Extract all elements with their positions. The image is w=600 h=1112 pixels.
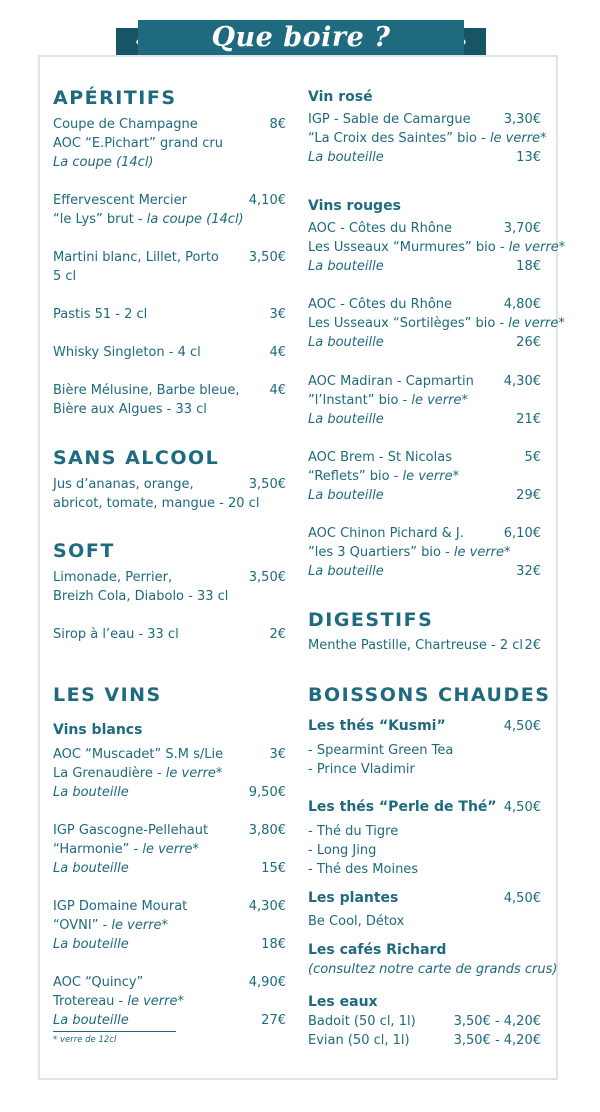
footnote: * verre de 12cl (53, 1035, 117, 1045)
wine-name: AOC “Quincy” (53, 975, 144, 990)
wine-bottle-price: 26€ (516, 335, 541, 350)
menu-item-name: Breizh Cola, Diabolo - 33 cl (53, 589, 229, 604)
wine-glass-price: 3,70€ (503, 221, 541, 236)
menu-item-name: Whisky Singleton - 4 cl (53, 345, 201, 360)
menu-item-price: 2€ (524, 638, 541, 653)
wine-name: AOC Chinon Pichard & J. (308, 526, 464, 541)
wine-producer: La Grenaudière - le verre* (53, 766, 223, 781)
wine-bottle-price: 15€ (261, 861, 286, 876)
aperitifs-heading: APÉRITIFS (53, 87, 177, 109)
wine-producer: “Harmonie” - le verre* (53, 842, 199, 857)
wine-bottle-price: 18€ (261, 937, 286, 952)
menu-item-name: 5 cl (53, 269, 77, 284)
menu-item-price: 4,50€ (503, 719, 541, 734)
perle-de-the-heading: Les thés “Perle de Thé” (308, 799, 497, 815)
menu-item-name: AOC “E.Pichart” grand cru (53, 136, 223, 151)
menu-item-name: Jus d’ananas, orange, (53, 477, 194, 492)
vin-rose-heading: Vin rosé (308, 89, 373, 105)
water-price: 3,50€ - 4,20€ (453, 1014, 541, 1029)
menu-item-name: Sirop à l’eau - 33 cl (53, 627, 179, 642)
menu-item-price: 4€ (269, 345, 286, 360)
wine-bottle-label: La bouteille (53, 1013, 129, 1028)
wine-producer: Les Usseaux “Sortilèges” bio - le verre* (308, 316, 565, 331)
wine-bottle-label: La bouteille (308, 150, 384, 165)
tea-item: - Thé des Moines (308, 862, 419, 877)
menu-item-price: 3€ (269, 307, 286, 322)
tea-item: - Long Jing (308, 843, 377, 858)
wine-bottle-label: La bouteille (308, 412, 384, 427)
water-price: 3,50€ - 4,20€ (453, 1033, 541, 1048)
menu-item-price: 3,50€ (248, 250, 286, 265)
page-title: Que boire ? (211, 22, 391, 53)
menu-item-name: Martini blanc, Lillet, Porto (53, 250, 219, 265)
wine-bottle-label: La bouteille (308, 488, 384, 503)
wine-producer: ”les 3 Quartiers” bio - le verre* (308, 545, 511, 560)
wine-name: AOC - Côtes du Rhône (308, 221, 453, 236)
menu-item-price: 8€ (269, 117, 286, 132)
wine-producer: “La Croix des Saintes” bio - le verre* (308, 131, 547, 146)
wine-bottle-price: 9,50€ (248, 785, 286, 800)
menu-item-price: 4,50€ (503, 891, 541, 906)
wine-glass-price: 6,10€ (503, 526, 541, 541)
tea-item: - Spearmint Green Tea (308, 743, 454, 758)
menu-item-name: Coupe de Champagne (53, 117, 198, 132)
boissons-chaudes-heading: BOISSONS CHAUDES (308, 684, 551, 706)
cafes-heading: Les cafés Richard (308, 942, 447, 958)
vins-rouges-heading: Vins rouges (308, 198, 401, 214)
wine-bottle-label: La bouteille (308, 335, 384, 350)
wine-bottle-label: La bouteille (53, 937, 129, 952)
menu-item-name: Menthe Pastille, Chartreuse - 2 cl (308, 638, 524, 653)
sans-alcool-heading: SANS ALCOOL (53, 447, 220, 469)
menu-item-name: Limonade, Perrier, (53, 570, 173, 585)
wine-bottle-price: 21€ (516, 412, 541, 427)
wine-glass-price: 3,80€ (248, 823, 286, 838)
wine-producer: Les Usseaux “Murmures” bio - le verre* (308, 240, 566, 255)
wine-glass-price: 4,30€ (248, 899, 286, 914)
menu-item-price: 2€ (269, 627, 286, 642)
wine-producer: “Reflets” bio - le verre* (308, 469, 460, 484)
wine-name: AOC “Muscadet” S.M s/Lie (53, 747, 224, 762)
les-vins-heading: LES VINS (53, 684, 162, 706)
wine-glass-price: 4,30€ (503, 374, 541, 389)
cafes-note: (consultez notre carte de grands crus) (308, 962, 558, 977)
wine-name: IGP - Sable de Camargue (308, 112, 471, 127)
menu-item-name: “le Lys” brut - la coupe (14cl) (53, 212, 244, 227)
menu-item-price: 4,50€ (503, 800, 541, 815)
wine-bottle-label: La bouteille (53, 861, 129, 876)
tea-item: - Prince Vladimir (308, 762, 415, 777)
menu-item-name: abricot, tomate, mangue - 20 cl (53, 496, 260, 511)
menu-item-name: Be Cool, Détox (308, 914, 405, 929)
menu-item-name: Effervescent Mercier (53, 193, 187, 208)
menu-item-price: 3,50€ (248, 570, 286, 585)
wine-name: AOC Brem - St Nicolas (308, 450, 452, 465)
wine-bottle-label: La bouteille (53, 785, 129, 800)
vins-blancs-heading: Vins blancs (53, 722, 143, 738)
wine-producer: Trotereau - le verre* (53, 994, 184, 1009)
plantes-heading: Les plantes (308, 890, 399, 906)
wine-glass-price: 4,90€ (248, 975, 286, 990)
water-item: Badoit (50 cl, 1l) (308, 1014, 416, 1029)
wine-bottle-price: 32€ (516, 564, 541, 579)
menu-item-price: 3,50€ (248, 477, 286, 492)
wine-producer: ”l’Instant” bio - le verre* (308, 393, 468, 408)
wine-bottle-price: 18€ (516, 259, 541, 274)
soft-heading: SOFT (53, 540, 115, 562)
eaux-heading: Les eaux (308, 994, 378, 1010)
menu-item-name: Bière Mélusine, Barbe bleue, (53, 383, 240, 398)
wine-name: IGP Domaine Mourat (53, 899, 188, 914)
menu-item-price: 4€ (269, 383, 286, 398)
tea-item: - Thé du Tigre (308, 824, 399, 839)
wine-bottle-label: La bouteille (308, 259, 384, 274)
wine-producer: “OVNI” - le verre* (53, 918, 169, 933)
footnote-rule (53, 1031, 176, 1032)
wine-name: AOC - Côtes du Rhône (308, 297, 453, 312)
menu-item-name: Pastis 51 - 2 cl (53, 307, 148, 322)
wine-bottle-label: La bouteille (308, 564, 384, 579)
wine-name: IGP Gascogne-Pellehaut (53, 823, 209, 838)
digestifs-heading: DIGESTIFS (308, 609, 434, 631)
kusmi-heading: Les thés “Kusmi” (308, 718, 446, 734)
wine-bottle-price: 29€ (516, 488, 541, 503)
water-item: Evian (50 cl, 1l) (308, 1033, 410, 1048)
wine-glass-price: 5€ (524, 450, 541, 465)
wine-glass-price: 4,80€ (503, 297, 541, 312)
wine-glass-price: 3,30€ (503, 112, 541, 127)
wine-glass-price: 3€ (269, 747, 286, 762)
wine-bottle-price: 13€ (516, 150, 541, 165)
wine-name: AOC Madiran - Capmartin (308, 374, 474, 389)
menu-item-serving: La coupe (14cl) (53, 155, 154, 170)
menu-item-price: 4,10€ (248, 193, 286, 208)
wine-bottle-price: 27€ (261, 1013, 286, 1028)
menu-item-name: Bière aux Algues - 33 cl (53, 402, 207, 417)
